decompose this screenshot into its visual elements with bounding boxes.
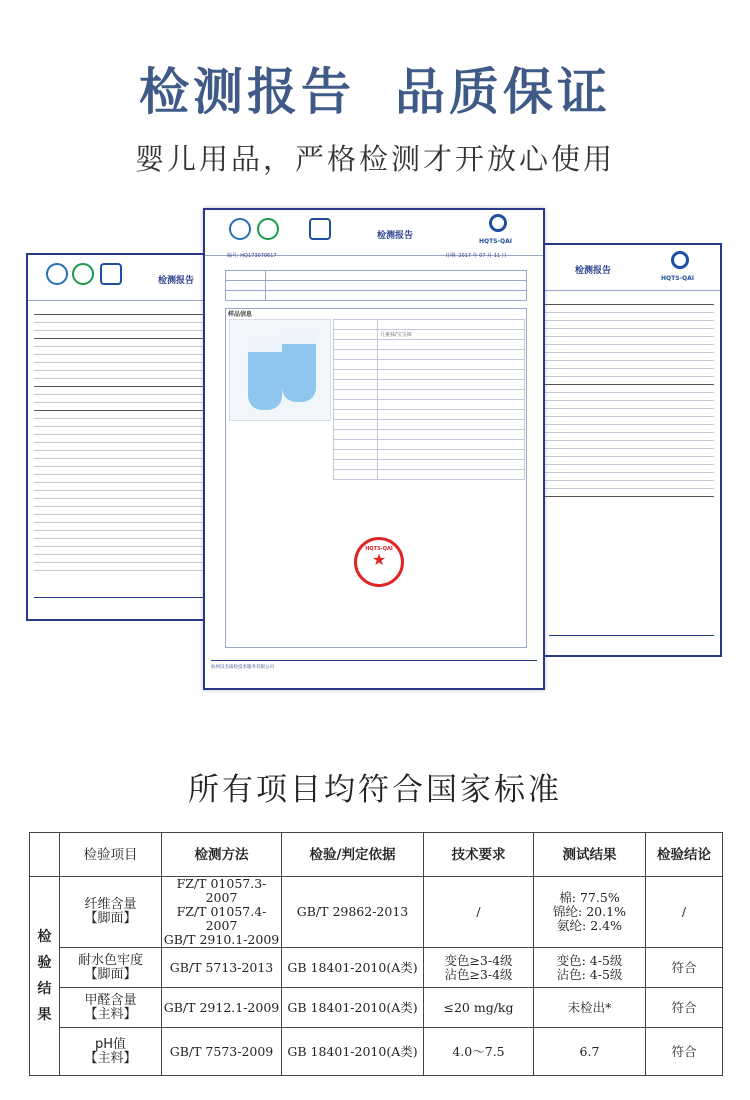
report-footer <box>211 660 537 682</box>
hqts-logo-icon <box>489 214 507 232</box>
report-header <box>205 210 543 259</box>
cell-conclusion: 符合 <box>646 1028 723 1076</box>
banner-title <box>0 52 750 124</box>
sample-heading: 样品信息 <box>228 311 253 318</box>
cnas-logo-icon <box>257 218 279 240</box>
cell-item: pH值 【主料】 <box>60 1028 162 1076</box>
cell-requirement: ≤20 mg/kg <box>424 988 534 1028</box>
ma-logo-icon <box>100 263 122 285</box>
cell-basis: GB/T 29862-2013 <box>282 877 424 948</box>
brand-label: HQTS-QAI <box>661 275 695 282</box>
header-basis: 检验/判定依据 <box>282 833 424 877</box>
star-icon: ★ <box>371 550 387 569</box>
seal-label: HQTS-QAI <box>365 546 393 552</box>
sock-icon <box>282 338 316 402</box>
table-row <box>30 877 723 948</box>
report-rows <box>34 307 203 571</box>
sock-icon <box>248 346 282 410</box>
cell-conclusion: / <box>646 877 723 948</box>
report-footer <box>34 597 203 613</box>
ilac-logo-icon <box>229 218 251 240</box>
cell-result: 变色: 4-5级 沾色: 4-5级 <box>534 948 646 988</box>
report-footer <box>549 635 714 649</box>
header-result: 测试结果 <box>534 833 646 877</box>
cnas-logo-icon <box>72 263 94 285</box>
cell-method: GB/T 5713-2013 <box>162 948 282 988</box>
header-item: 检验项目 <box>60 833 162 877</box>
banner-title-right: 品质保证 <box>395 63 611 121</box>
report-title: 检测报告 <box>575 266 612 276</box>
cell-conclusion: 符合 <box>646 948 723 988</box>
table-row <box>30 948 723 988</box>
cell-conclusion: 符合 <box>646 988 723 1028</box>
report-sheet-center <box>203 208 545 690</box>
cell-requirement: / <box>424 877 534 948</box>
table-row <box>30 988 723 1028</box>
side-label: 检 验 结 果 <box>30 877 60 1076</box>
cell-basis: GB 18401-2010(A类) <box>282 948 424 988</box>
table-header-row <box>30 833 723 877</box>
cell-item: 耐水色牢度 【脚面】 <box>60 948 162 988</box>
results-table <box>29 832 723 1076</box>
header-conclusion: 检验结论 <box>646 833 723 877</box>
cell-method: FZ/T 01057.3-2007 FZ/T 01057.4-2007 GB/T 2910.1-2009 <box>162 877 282 948</box>
banner-subtitle: 婴儿用品，严格检测才开放心使用 <box>134 142 615 176</box>
sample-detail-table <box>333 319 525 480</box>
header-method: 检测方法 <box>162 833 282 877</box>
cell-item: 甲醛含量 【主料】 <box>60 988 162 1028</box>
header-requirement: 技术要求 <box>424 833 534 877</box>
report-title: 检测报告 <box>377 231 414 241</box>
sample-name: 儿童袜/宝宝袜 <box>378 330 525 340</box>
cell-method: GB/T 2912.1-2009 <box>162 988 282 1028</box>
section-title: 所有项目均符合国家标准 <box>188 772 562 808</box>
banner-title-left: 检测报告 <box>139 63 355 121</box>
cell-basis: GB 18401-2010(A类) <box>282 988 424 1028</box>
official-seal <box>354 537 404 587</box>
sample-info <box>225 308 527 648</box>
ma-logo-icon <box>309 218 331 240</box>
ilac-logo-icon <box>46 263 68 285</box>
cell-result: 未检出* <box>534 988 646 1028</box>
cell-basis: GB 18401-2010(A类) <box>282 1028 424 1076</box>
sock-photo <box>229 319 331 421</box>
table-row <box>30 1028 723 1076</box>
cell-requirement: 变色≥3-4级 沾色≥3-4级 <box>424 948 534 988</box>
brand-label: HQTS-QAI <box>479 238 513 245</box>
report-title: 检测报告 <box>158 276 195 286</box>
report-sheet-left <box>26 253 211 621</box>
cell-result: 棉: 77.5% 锦纶: 20.1% 氨纶: 2.4% <box>534 877 646 948</box>
cell-method: GB/T 7573-2009 <box>162 1028 282 1076</box>
report-header <box>28 255 209 301</box>
report-sheet-right <box>541 243 722 657</box>
cell-requirement: 4.0～7.5 <box>424 1028 534 1076</box>
report-date: 日期: 2017 年 07 月 11 日 <box>445 253 507 259</box>
report-rows <box>543 297 714 497</box>
hqts-logo-icon <box>671 251 689 269</box>
report-number: 编号: HQ173070617 <box>227 253 277 259</box>
client-info-table <box>225 270 527 301</box>
report-header <box>543 245 720 291</box>
cell-item: 纤维含量 【脚面】 <box>60 877 162 948</box>
footer-company: 杭州汉杰质检技术服务有限公司 <box>211 665 274 670</box>
cell-result: 6.7 <box>534 1028 646 1076</box>
